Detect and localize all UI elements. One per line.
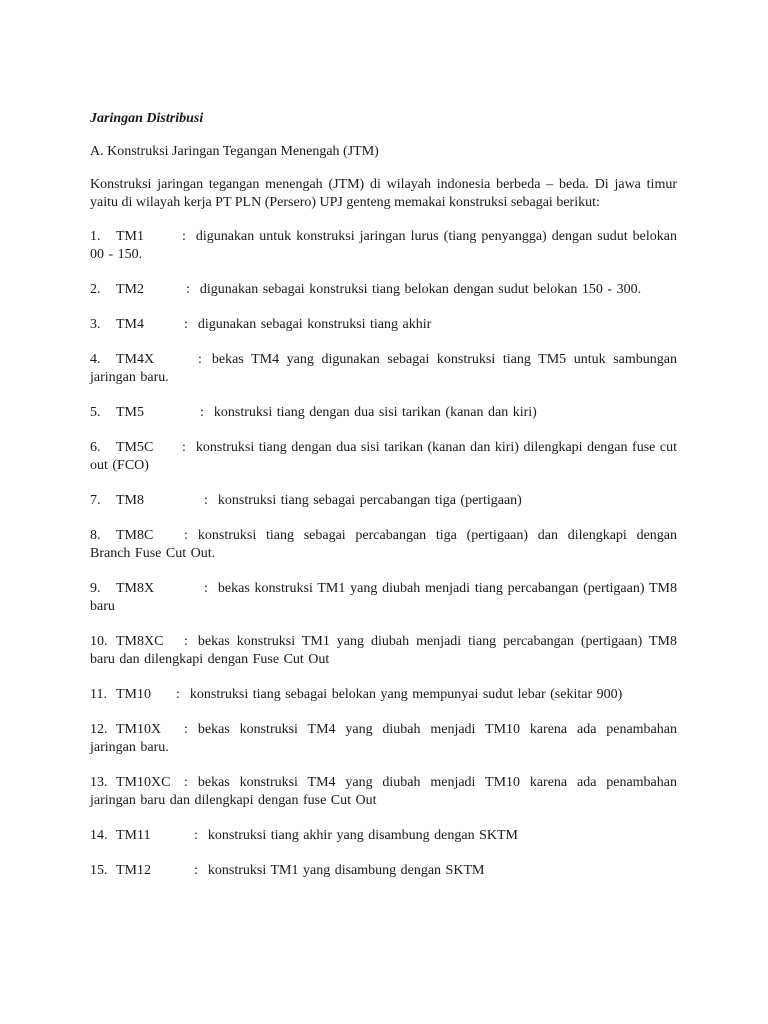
item-separator: : [194,863,198,878]
item-code: TM5 [116,405,144,420]
item-description: bekas konstruksi TM1 yang diubah menjadi tiang percabangan (pertigaan) TM8 baru dan dilengkapi dengan Fuse Cut Out [90,634,677,667]
item-number: 12. [90,722,108,737]
item-separator: : [204,581,208,596]
item-code: TM10XC [116,775,171,790]
item-number: 9. [90,581,101,596]
list-item [90,633,677,669]
item-number: 5. [90,405,101,420]
intro-paragraph: Konstruksi jaringan tegangan menengah (JTM) di wilayah indonesia berbeda – beda. Di jawa timur yaitu di wilayah kerja PT PLN (Persero) UPJ genteng memakai konstruksi sebagai berikut: [90,177,677,210]
item-code: TM4X [116,352,155,367]
item-code: TM10X [116,722,162,737]
item-number: 3. [90,317,101,332]
list-item [90,827,677,845]
item-description: bekas konstruksi TM1 yang diubah menjadi tiang percabangan (pertigaan) TM8 baru [90,581,677,614]
item-number: 7. [90,493,101,508]
item-separator: : [176,687,180,702]
item-separator: : [204,493,208,508]
list-item [90,686,677,704]
item-code: TM2 [116,282,144,297]
item-description: konstruksi tiang sebagai belokan yang mempunyai sudut lebar (sekitar 900) [189,687,623,702]
list-item [90,527,677,563]
item-code: TM11 [116,828,151,843]
item-description: digunakan sebagai konstruksi tiang akhir [197,317,432,332]
document-title: Jaringan Distribusi [90,111,204,126]
item-description: bekas konstruksi TM4 yang diubah menjadi TM10 karena ada penambahan jaringan baru. [90,722,677,755]
item-code: TM8 [116,493,144,508]
item-number: 14. [90,828,108,843]
list-item [90,316,677,334]
item-code: TM8X [116,581,155,596]
item-code: TM1 [116,229,144,244]
list-item [90,439,677,475]
item-code: TM8XC [116,634,164,649]
list-item [90,862,677,880]
item-number: 4. [90,352,101,367]
item-number: 8. [90,528,101,543]
item-description: konstruksi TM1 yang disambung dengan SKTM [207,863,485,878]
item-description: konstruksi tiang akhir yang disambung dengan SKTM [207,828,518,843]
item-code: TM4 [116,317,144,332]
item-code: TM5C [116,440,154,455]
item-separator: : [198,352,202,367]
list-item [90,580,677,616]
item-description: digunakan sebagai konstruksi tiang belokan dengan sudut belokan 150 - 300. [199,282,642,297]
item-description: konstruksi tiang sebagai percabangan tiga (pertigaan) dan dilengkapi dengan Branch Fuse Cut Out. [90,528,677,561]
document-page [90,110,677,897]
item-description: konstruksi tiang sebagai percabangan tiga (pertigaan) [217,493,522,508]
item-number: 15. [90,863,108,878]
item-code: TM8C [116,528,154,543]
item-separator: : [194,828,198,843]
item-number: 6. [90,440,101,455]
item-number: 13. [90,775,108,790]
item-number: 10. [90,634,108,649]
item-number: 11. [90,687,107,702]
item-description: bekas konstruksi TM4 yang diubah menjadi TM10 karena ada penambahan jaringan baru dan dilengkapi dengan fuse Cut Out [90,775,677,808]
item-description: konstruksi tiang dengan dua sisi tarikan (kanan dan kiri) [213,405,537,420]
list-item [90,281,677,299]
construction-list [90,228,677,880]
list-item [90,228,677,264]
item-description: digunakan untuk konstruksi jaringan lurus (tiang penyangga) dengan sudut belokan 00 - 150. [90,229,677,262]
item-separator: : [184,722,188,737]
item-description: bekas TM4 yang digunakan sebagai konstruksi tiang TM5 untuk sambungan jaringan baru. [90,352,677,385]
item-code: TM12 [116,863,151,878]
item-separator: : [184,317,188,332]
item-separator: : [184,634,188,649]
list-item [90,351,677,387]
item-separator: : [184,528,188,543]
list-item [90,721,677,757]
item-separator: : [182,229,186,244]
item-separator: : [184,775,188,790]
list-item [90,404,677,422]
item-number: 2. [90,282,101,297]
item-separator: : [182,440,186,455]
list-item [90,492,677,510]
item-separator: : [186,282,190,297]
section-heading: A. Konstruksi Jaringan Tegangan Menengah (JTM) [90,144,379,159]
item-number: 1. [90,229,101,244]
item-separator: : [200,405,204,420]
item-code: TM10 [116,687,151,702]
item-description: konstruksi tiang dengan dua sisi tarikan (kanan dan kiri) dilengkapi dengan fuse cut out (FCO) [90,440,677,473]
list-item [90,774,677,810]
